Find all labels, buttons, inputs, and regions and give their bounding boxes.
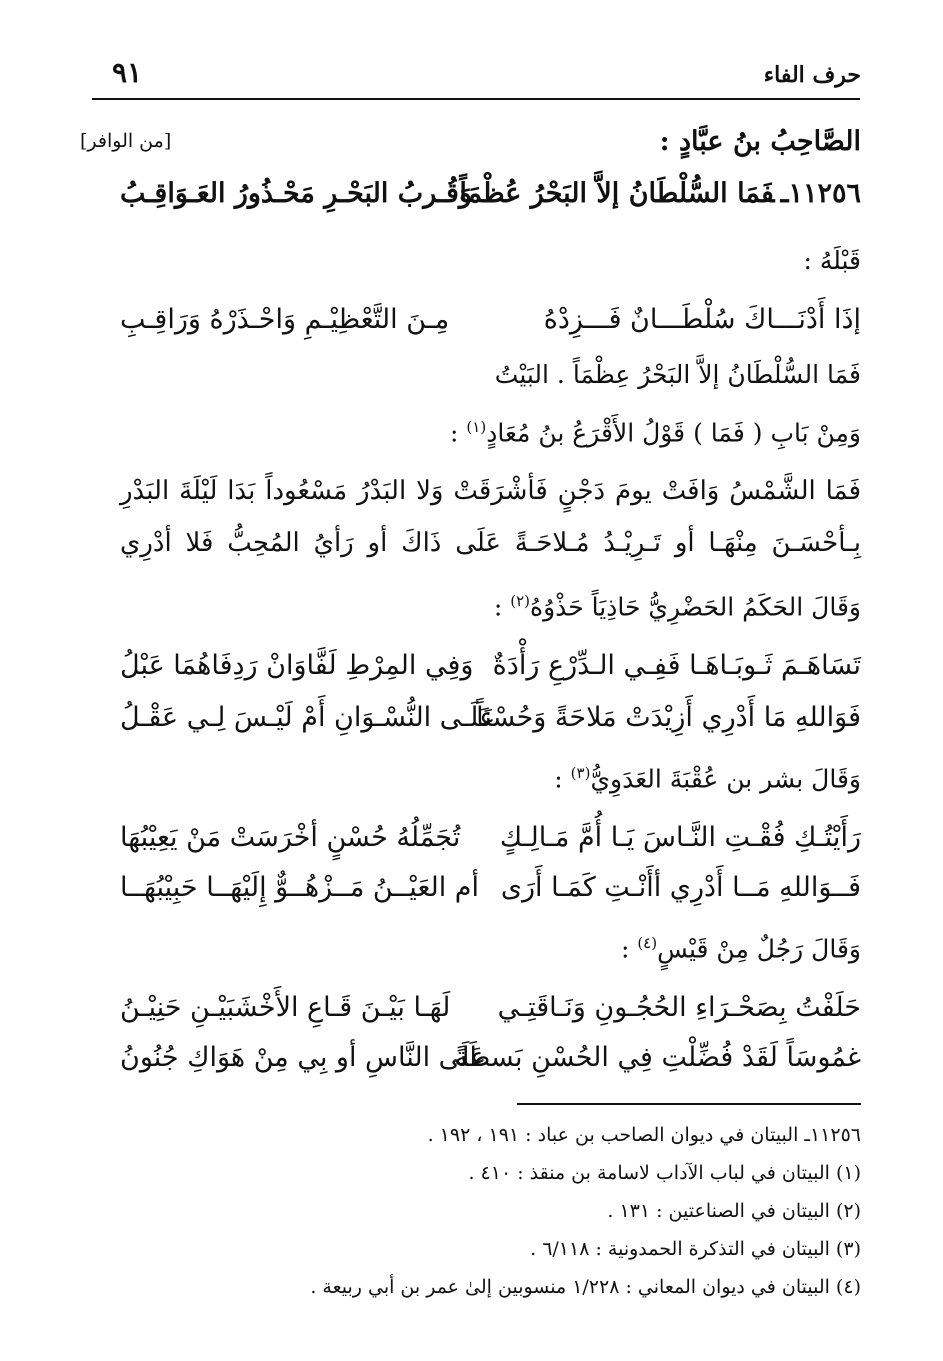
verse-second-hemistich: عَلَى النَّاسِ أو بِي مِنْ هَوَاكِ جُنُونُ [120, 1042, 487, 1073]
footnote: (٤) البيتان في ديوان المعاني : ١/٢٢٨ منسوبين إلىٰ عمر بن أبي ربيعة . [310, 1276, 861, 1298]
poem-1-line-1: فَمَا الشَّمْسُ وَافَتْ يومَ دَجْنٍ فَأشْرَقَتْ وَلا البَدْرُ مَسْعُوداً بَدَا لَيْلَةَ البَدْرِ [120, 476, 861, 506]
poem-4-verse-2 [120, 1042, 861, 1088]
verse-first-hemistich: حَلَفْتُ بِصَحْـرَاءِ الحُجُـونِ وَنَـاقَتِـي [497, 992, 861, 1023]
verse-second-hemistich: تُجَمِّلُهُ حُسْنٍ أخْرَسَتْ مَنْ يَعِيْبُهَا [120, 822, 461, 853]
verse-second-hemistich: مِـنَ التَّعْظِيْـمِ وَاحْـذَرْهُ وَرَاقِـبِ [120, 304, 450, 335]
verse-before [120, 304, 861, 350]
poem-3-verse-1 [120, 822, 861, 868]
verse-first-hemistich: ١١٢٥٦ـفَمَا السُّلْطَانُ إلاَّ البَحْرُ عُظْمَاً [459, 178, 861, 209]
header-rule [92, 98, 860, 100]
refrain-line: فَمَا السُّلْطَانُ إلاَّ البَحْرُ عِظْمَاً . البَيْتُ [494, 360, 861, 389]
verse-second-hemistich: وَقُـربُ البَحْـرِ مَحْـذُورُ العَـوَاقِـبُ [120, 178, 472, 209]
footnote: (٢) البيتان في الصناعتين : ١٣١ . [607, 1200, 861, 1222]
footnote: (١) البيتان في لباب الآداب لاسامة بن منقذ : ٤١٠ . [468, 1162, 861, 1184]
poem-1-line-2: بِـأحْسَـنَ مِنْهَـا أو تَـرِيْـدُ مُـلاحَـةً عَلَى ذَاكَ أو رَأيُ المُحِبُّ فَلا أدْرِي [120, 528, 861, 558]
verse-first-hemistich: تَسَاهَـمَ ثَـوبَـاهَـا فَفِـي الـدِّرْعِ رَأْدَةٌ [492, 650, 861, 681]
footnote-ref: (٢) [510, 592, 530, 610]
poem-4-verse-1 [120, 992, 861, 1038]
intro-line-4: وَقَالَ رَجُلٌ مِنْ قَيْسٍ$^{(٤)}$ : [620, 934, 861, 964]
before-label: قَبْلَهُ : [803, 246, 861, 275]
poem-2-verse-1 [120, 650, 861, 696]
verse-first-hemistich: إذَا أَدْنَـــاكَ سُلْطَـــانٌ فَـــزِدْهُ [543, 304, 861, 335]
verse-first-hemistich: فَــوَاللهِ مَــا أَدْرِي أأَنْـتِ كَمَـا أَرَى [500, 872, 861, 903]
verse-second-hemistich: عَلَـى النُّسْـوَانِ أَمْ لَيْـسَ لِـي عَقْـلُ [120, 702, 496, 733]
footnote-ref: (٤) [637, 934, 658, 952]
footnote: ١١٢٥٦ـ البيتان في ديوان الصاحب بن عباد : ١٩١ ، ١٩٢ . [427, 1124, 861, 1146]
poem-3-verse-2 [120, 872, 861, 918]
verse-first-hemistich: غمُوسَاً لَقَدْ فُضِّلْتِ فِي الحُسْنِ بَسطَةً [454, 1042, 861, 1073]
intro-line-1: وَمِنْ بَابِ ( فَمَا ) قَوْلُ الأَقْرَعُ بنُ مُعَادٍ$^{(١)}$ : [450, 418, 861, 448]
intro-line-2: وَقَالَ الحَكَمُ الحَضْرِيُّ حَاذِيَاً حَذْوُهُ$^{(٢)}$ : [493, 592, 861, 622]
page-number: ٩١ [112, 56, 143, 89]
verse-second-hemistich: أم العَيْــنُ مَــزْهُــوٌّ إِلَيْهَــا حَبِيْبُهَــا [120, 872, 480, 903]
verse-second-hemistich: لَهَـا بَيْـنَ قَـاعِ الأَخْشَبَيْـنِ حَنِيْـنُ [120, 992, 451, 1023]
verse-first-hemistich: فَوَاللهِ مَا أَدْرِي أَزِيْدَتْ مَلاحَةً وَحُسْنَاً [476, 702, 861, 733]
verse-second-hemistich: وَفِي المِرْطِ لَفَّاوَانْ رَدِفَاهُمَا عَبْلُ [120, 650, 474, 681]
entry-number: ١١٢٥٦ـ [780, 178, 861, 209]
intro-line-3: وَقَالَ بشر بن عُقْبَةَ العَدَوِيُّ$^{(٣)}$ : [554, 764, 861, 794]
footnote-ref: (١) [466, 418, 487, 436]
poem-2-verse-2 [120, 702, 861, 748]
meter-tag: [من الوافر] [80, 130, 172, 152]
footnote-ref: (٣) [570, 764, 591, 782]
running-head: حرف الفاء [763, 62, 861, 88]
verse-first-hemistich: رَأَيْتُـكِ فُقْـتِ النَّـاسَ يَـا أُمَّ مَـالِـكٍ [499, 822, 861, 853]
main-verse [120, 178, 861, 224]
poet-heading: الصَّاحِبُ بنُ عبَّادٍ : [659, 126, 861, 157]
footnote: (٣) البيتان في التذكرة الحمدونية : ٦/١١٨ . [530, 1238, 861, 1260]
footnote-rule [517, 1103, 861, 1105]
